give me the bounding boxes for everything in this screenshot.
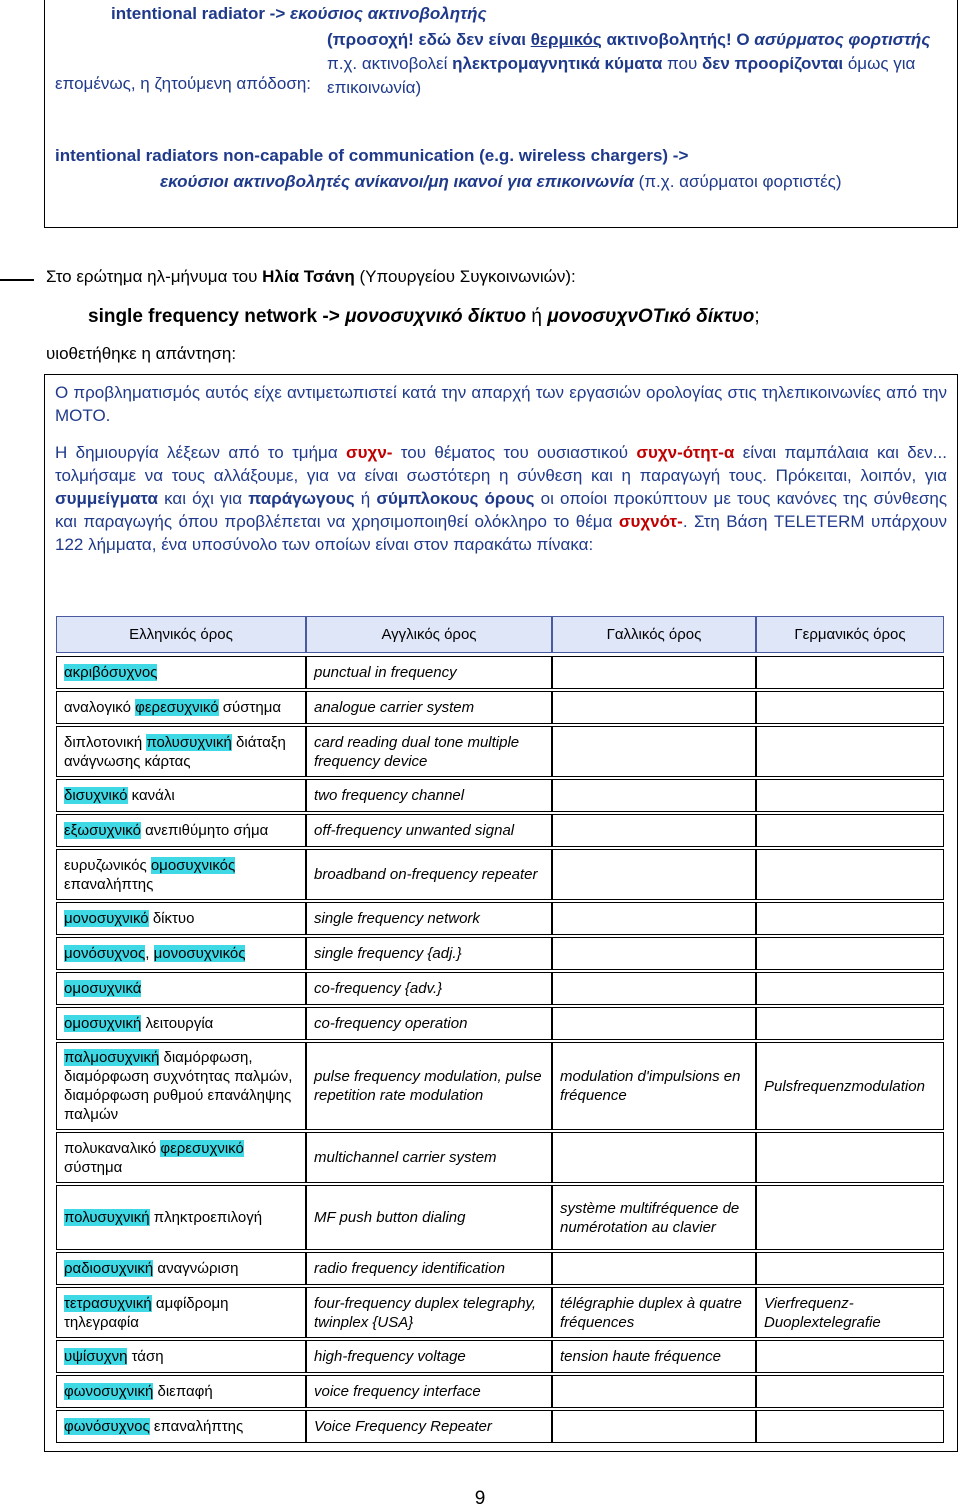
cell-greek bbox=[56, 779, 306, 812]
greek-prefix: αναλογικό bbox=[64, 699, 136, 716]
greek-rest: επαναλήπτης bbox=[149, 1418, 244, 1435]
greek-rest: επαναλήπτης bbox=[64, 875, 154, 893]
top-line-1 bbox=[111, 4, 487, 24]
cell-french bbox=[552, 814, 756, 847]
cell-german bbox=[756, 1410, 944, 1443]
cell-french bbox=[552, 656, 756, 689]
greek-rest: σύστημα bbox=[64, 1158, 123, 1176]
greek-rest: ανεπιθύμητο σήμα bbox=[140, 822, 269, 839]
a-part: συχν- bbox=[346, 443, 393, 462]
greek-rest: τάση bbox=[127, 1348, 164, 1365]
greek-highlight: ραδιοσυχνική bbox=[64, 1260, 154, 1277]
a-part: . Στη Βάση TELETERM υπάρχουν 122 λήμματα, ένα υποσύνολο των οποίων είναι στον παρακάτω πίνακα: bbox=[55, 512, 947, 554]
a-part: Η δημιουργία λέξεων από το τμήμα bbox=[55, 443, 347, 462]
greek-highlight: μονοσυχνικό bbox=[64, 910, 149, 927]
cell-greek bbox=[56, 726, 306, 777]
cell-greek bbox=[56, 902, 306, 935]
cell-french bbox=[552, 1132, 756, 1183]
greek-rest: δίκτυο bbox=[148, 910, 195, 927]
cell-greek bbox=[56, 814, 306, 847]
cell-french bbox=[552, 1252, 756, 1285]
cell-french bbox=[552, 849, 756, 900]
q-part: μονοσυχνΟΤικό δίκτυο bbox=[547, 306, 755, 327]
greek-highlight: πολυσυχνική bbox=[64, 1209, 150, 1226]
greek-highlight: ομοσυχνικά bbox=[64, 980, 142, 997]
cell-greek bbox=[56, 1375, 306, 1408]
greek-rest: , bbox=[145, 945, 154, 962]
top-note bbox=[327, 28, 945, 100]
cell-french bbox=[552, 726, 756, 777]
cell-french: télégraphie duplex à quatre fréquences bbox=[552, 1287, 756, 1338]
note-part: (προσοχή! εδώ δεν είναι bbox=[327, 30, 531, 49]
top-line-3: επομένως, η ζητούμενη απόδοση: bbox=[55, 74, 312, 93]
greek-rest: διεπαφή bbox=[153, 1383, 213, 1400]
greek-rest: αμφίδρομη τηλεγραφία bbox=[64, 1294, 229, 1331]
cell-german bbox=[756, 902, 944, 935]
greek-highlight: ομοσυχνική bbox=[64, 1015, 142, 1032]
q-part: single frequency network -> bbox=[88, 306, 346, 327]
note-part: ηλεκτρομαγνητικά κύματα bbox=[452, 54, 663, 73]
table-row bbox=[56, 779, 944, 812]
table-header-row bbox=[56, 616, 944, 653]
greek-highlight: μονοσυχνικός bbox=[153, 945, 246, 962]
cell-german bbox=[756, 656, 944, 689]
a-part: συμμείγματα bbox=[55, 489, 158, 508]
a-part: συχν-ότητ-α bbox=[636, 443, 735, 462]
cell-greek bbox=[56, 1007, 306, 1040]
cell-german: Pulsfrequenzmodulation bbox=[756, 1042, 944, 1130]
top-line-4: intentional radiators non-capable of communication (e.g. wireless chargers) -> bbox=[55, 146, 689, 165]
greek-highlight: εξωσυχνικό bbox=[64, 822, 141, 839]
note-part: εκούσιοι ακτινοβολητές ανίκανοι/μη ικανοί για επικοινωνία bbox=[160, 172, 634, 191]
answer-paragraph-1: Ο προβληματισμός αυτός είχε αντιμετωπιστεί κατά την απαρχή των εργασιών ορολογίας στις τηλεπικοινωνίες από την ΜΟΤΟ. bbox=[55, 383, 947, 425]
header-greek: Ελληνικός όρος bbox=[56, 616, 306, 653]
q-part: Στο ερώτημα ηλ-μήνυμα του bbox=[46, 267, 263, 286]
question-line bbox=[46, 267, 576, 287]
cell-english: high-frequency voltage bbox=[306, 1340, 552, 1373]
cell-german bbox=[756, 1375, 944, 1408]
cell-greek bbox=[56, 937, 306, 970]
cell-german bbox=[756, 1252, 944, 1285]
cell-english: off-frequency unwanted signal bbox=[306, 814, 552, 847]
greek-highlight: δισυχνικό bbox=[64, 787, 128, 804]
cell-french: système multifréquence de numérotation au clavier bbox=[552, 1185, 756, 1250]
note-part: (π.χ. ασύρματοι φορτιστές) bbox=[633, 172, 842, 191]
answer-box bbox=[44, 374, 958, 610]
greek-highlight: υψίσυχνη bbox=[64, 1348, 128, 1365]
a-part: του θέματος του ουσιαστικού bbox=[392, 443, 637, 462]
cell-greek bbox=[56, 1252, 306, 1285]
answer-paragraph-2 bbox=[55, 441, 947, 556]
cell-english: pulse frequency modulation, pulse repetition rate modulation bbox=[306, 1042, 552, 1130]
cell-greek bbox=[56, 1410, 306, 1443]
table-row bbox=[56, 1252, 944, 1285]
greek-highlight: παλμοσυχνική bbox=[64, 1049, 160, 1066]
greek-rest: αναγνώριση bbox=[153, 1260, 239, 1277]
greek-prefix: πολυκαναλικό bbox=[64, 1139, 161, 1157]
a-part: παράγωγους bbox=[248, 489, 355, 508]
note-part: π.χ. ακτινοβολεί bbox=[327, 54, 453, 73]
cell-greek bbox=[56, 849, 306, 900]
greek-prefix: ευρυζωνικός bbox=[64, 856, 151, 874]
cell-greek bbox=[56, 656, 306, 689]
q-person: Ηλία Τσάνη bbox=[262, 267, 355, 286]
q-part: ; bbox=[754, 306, 760, 327]
cell-english: single frequency network bbox=[306, 902, 552, 935]
table-row bbox=[56, 1410, 944, 1443]
cell-english: co-frequency operation bbox=[306, 1007, 552, 1040]
cell-greek bbox=[56, 1185, 306, 1250]
greek-highlight: μονόσυχνος bbox=[64, 945, 146, 962]
cell-german bbox=[756, 1185, 944, 1250]
greek-rest: πληκτροεπιλογή bbox=[149, 1209, 263, 1226]
cell-german bbox=[756, 726, 944, 777]
a-part: σύμπλοκους όρους bbox=[376, 489, 535, 508]
greek-highlight: φερεσυχνικό bbox=[135, 699, 219, 716]
q-part: ή bbox=[526, 306, 548, 327]
cell-english: co-frequency {adv.} bbox=[306, 972, 552, 1005]
cell-german bbox=[756, 1132, 944, 1183]
greek-highlight: φερεσυχνικό bbox=[160, 1139, 244, 1157]
greek-highlight: τετρασυχνική bbox=[64, 1294, 152, 1312]
cell-german: Vierfrequenz-Duoplextelegrafie bbox=[756, 1287, 944, 1338]
cell-french bbox=[552, 779, 756, 812]
greek-rest: διάταξη ανάγνωσης κάρτας bbox=[64, 733, 286, 770]
cell-french: tension haute fréquence bbox=[552, 1340, 756, 1373]
table-row bbox=[56, 849, 944, 900]
cell-french bbox=[552, 937, 756, 970]
cell-german bbox=[756, 1007, 944, 1040]
header-french: Γαλλικός όρος bbox=[552, 616, 756, 653]
cell-english: MF push button dialing bbox=[306, 1185, 552, 1250]
table-row bbox=[56, 1132, 944, 1183]
cell-english: single frequency {adj.} bbox=[306, 937, 552, 970]
greek-highlight: φωνοσυχνική bbox=[64, 1383, 154, 1400]
cell-english: voice frequency interface bbox=[306, 1375, 552, 1408]
top-line-5 bbox=[160, 170, 945, 194]
note-part: θερμικός bbox=[530, 30, 602, 49]
table-row bbox=[56, 1340, 944, 1373]
cell-english: broadband on-frequency repeater bbox=[306, 849, 552, 900]
greek-highlight: φωνόσυχνος bbox=[64, 1418, 150, 1435]
cell-greek bbox=[56, 1287, 306, 1338]
cell-french bbox=[552, 1410, 756, 1443]
cell-greek bbox=[56, 1042, 306, 1130]
note-part: ασύρματος φορτιστής bbox=[754, 30, 931, 49]
greek-rest: διαμόρφωση, διαμόρφωση συχνότητας παλμών, διαμόρφωση ρυθμού επανάληψης παλμών bbox=[64, 1049, 293, 1123]
q-part: μονοσυχνικό δίκτυο bbox=[345, 306, 527, 327]
table-row bbox=[56, 1007, 944, 1040]
table-row bbox=[56, 656, 944, 689]
a-part: οι οποίοι προκύπτουν με τους κανόνες της σύνθεσης και παραγωγής όπου προβλέπεται να χρησιμοποιηθεί ολόκληρο το θέμα bbox=[55, 489, 948, 531]
cell-french bbox=[552, 691, 756, 724]
table-row bbox=[56, 726, 944, 777]
cell-german bbox=[756, 814, 944, 847]
table-row bbox=[56, 1287, 944, 1338]
table-row bbox=[56, 1185, 944, 1250]
table-row bbox=[56, 902, 944, 935]
greek-rest: λειτουργία bbox=[141, 1015, 214, 1032]
table-row bbox=[56, 972, 944, 1005]
cell-greek bbox=[56, 1340, 306, 1373]
header-german: Γερμανικός όρος bbox=[756, 616, 944, 653]
a-part: ή bbox=[354, 489, 377, 508]
cell-english: radio frequency identification bbox=[306, 1252, 552, 1285]
cell-greek bbox=[56, 691, 306, 724]
greek-rest: κανάλι bbox=[127, 787, 175, 804]
cell-french bbox=[552, 1007, 756, 1040]
answer-intro: υιοθετήθηκε η απάντηση: bbox=[46, 344, 237, 363]
greek-prefix: διπλοτονική bbox=[64, 733, 147, 751]
cell-english: Voice Frequency Repeater bbox=[306, 1410, 552, 1443]
note-part: δεν προορίζονται bbox=[702, 54, 844, 73]
a-part: συχνότ- bbox=[618, 512, 683, 531]
greek-highlight: ακριβόσυχνος bbox=[64, 664, 158, 681]
table-row bbox=[56, 1042, 944, 1130]
cell-french bbox=[552, 972, 756, 1005]
cell-german bbox=[756, 691, 944, 724]
cell-french bbox=[552, 902, 756, 935]
cell-german bbox=[756, 849, 944, 900]
cell-english: analogue carrier system bbox=[306, 691, 552, 724]
cell-german bbox=[756, 972, 944, 1005]
cell-english: punctual in frequency bbox=[306, 656, 552, 689]
term-text: intentional radiator -> bbox=[111, 4, 290, 23]
table-row bbox=[56, 1375, 944, 1408]
term-greek: εκούσιος ακτινοβολητής bbox=[290, 4, 487, 23]
top-box bbox=[44, 0, 958, 228]
note-part: ακτινοβολητής! Ο bbox=[601, 30, 755, 49]
a-part: και όχι για bbox=[158, 489, 249, 508]
cell-german bbox=[756, 937, 944, 970]
table-row bbox=[56, 691, 944, 724]
a-part: είναι παμπάλαια και δεν... τολμήσαμε να τους αλλάξουμε, για να είναι σωστότερη η σύνθεση και η παραγωγή τους. Πρόκειται, λοιπόν, για bbox=[55, 443, 947, 485]
cell-german bbox=[756, 1340, 944, 1373]
greek-highlight: ομοσυχνικός bbox=[150, 856, 236, 874]
header-english: Αγγλικός όρος bbox=[306, 616, 552, 653]
list-dash bbox=[0, 279, 34, 281]
cell-french: modulation d'impulsions en fréquence bbox=[552, 1042, 756, 1130]
q-part: (Υπουργείου Συγκοινωνιών): bbox=[354, 267, 576, 286]
note-part: που bbox=[662, 54, 702, 73]
cell-english: two frequency channel bbox=[306, 779, 552, 812]
note-part: όμως για επικοινωνία) bbox=[327, 54, 916, 97]
cell-english: card reading dual tone multiple frequency device bbox=[306, 726, 552, 777]
page-number: 9 bbox=[474, 1488, 486, 1509]
cell-greek bbox=[56, 972, 306, 1005]
table-row bbox=[56, 814, 944, 847]
terms-table bbox=[56, 616, 944, 1443]
greek-rest: σύστημα bbox=[218, 699, 282, 716]
cell-english: four-frequency duplex telegraphy, twinplex {USA} bbox=[306, 1287, 552, 1338]
table-row bbox=[56, 937, 944, 970]
cell-greek bbox=[56, 1132, 306, 1183]
cell-english: multichannel carrier system bbox=[306, 1132, 552, 1183]
greek-highlight: πολυσυχνική bbox=[146, 733, 232, 751]
cell-french bbox=[552, 1375, 756, 1408]
question-term bbox=[88, 306, 760, 328]
cell-german bbox=[756, 779, 944, 812]
